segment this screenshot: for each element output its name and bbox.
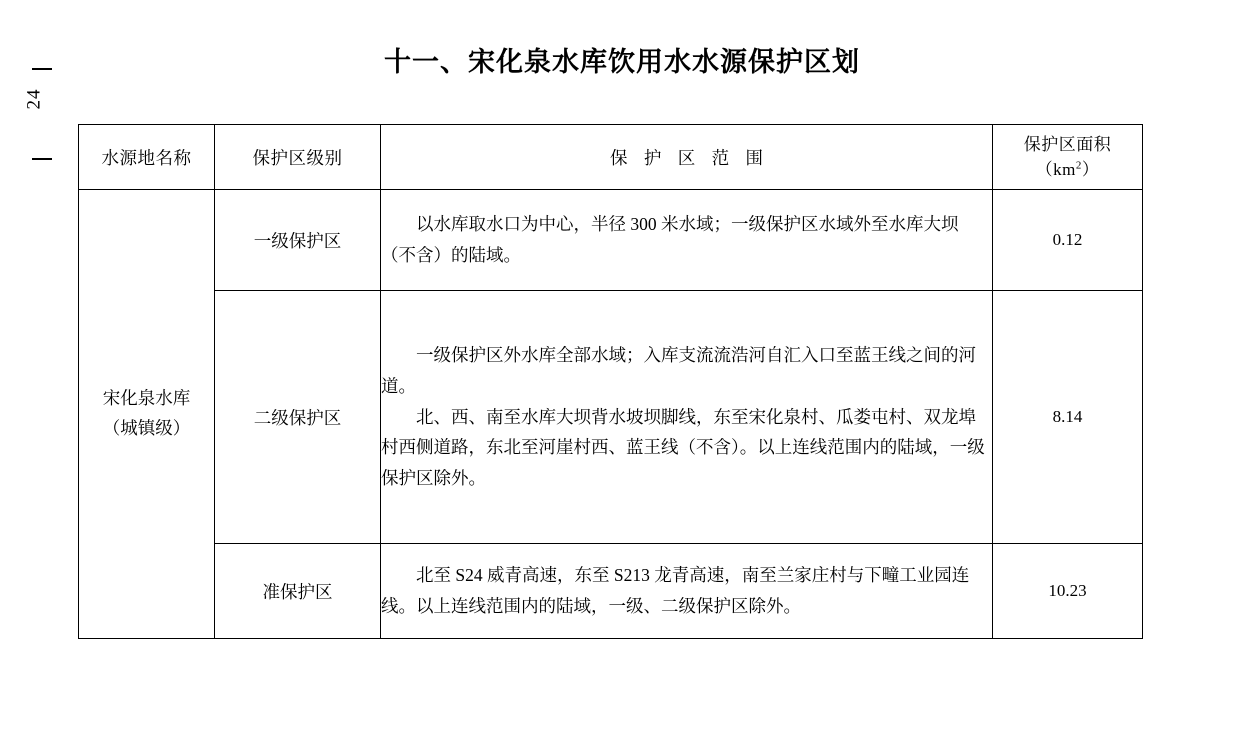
header-area-unit-prefix: （km — [1035, 160, 1076, 179]
header-zone-area-line1: 保护区面积 — [1023, 134, 1112, 154]
cell-source-name — [79, 190, 215, 639]
table-row — [79, 291, 1143, 544]
page-marker-dash-bottom — [32, 158, 52, 160]
cell-zone-range-1 — [381, 190, 993, 291]
table-row — [79, 544, 1143, 639]
page-title: 十一、宋化泉水库饮用水水源保护区划 — [384, 47, 860, 78]
protection-zone-table — [78, 124, 1143, 639]
source-name-line2: （城镇级） — [102, 418, 191, 438]
cell-zone-level-3: 准保护区 — [215, 544, 381, 639]
header-zone-area-line2 — [993, 157, 1142, 183]
header-zone-range-label: 保 护 区 范 围 — [610, 147, 769, 168]
table-row — [79, 190, 1143, 291]
cell-zone-range-2 — [381, 291, 993, 544]
header-zone-range — [381, 125, 993, 190]
header-zone-area — [993, 125, 1143, 190]
cell-zone-area-3: 10.23 — [993, 544, 1143, 639]
range-paragraph: 北至 S24 威青高速，东至 S213 龙青高速，南至兰家庄村与下疃工业园连线。以上连线范围内的陆域，一级、二级保护区除外。 — [381, 565, 970, 616]
header-area-unit-suffix: ） — [1081, 160, 1100, 179]
range-paragraph: 以水库取水口为中心，半径 300 米水域；一级保护区水域外至水库大坝（不含）的陆域。 — [381, 214, 959, 265]
header-zone-level: 保护区级别 — [215, 125, 381, 190]
cell-zone-area-2: 8.14 — [993, 291, 1143, 544]
cell-zone-level-2: 二级保护区 — [215, 291, 381, 544]
cell-zone-level-1: 一级保护区 — [215, 190, 381, 291]
header-area-unit-sup: 2 — [1075, 159, 1082, 172]
table-header-row — [79, 125, 1143, 190]
header-source-name: 水源地名称 — [79, 125, 215, 190]
cell-zone-range-3 — [381, 544, 993, 639]
cell-zone-area-1: 0.12 — [993, 190, 1143, 291]
range-paragraph: 北、西、南至水库大坝背水坡坝脚线，东至宋化泉村、瓜娄屯村、双龙埠村西侧道路，东北至河崖村西、蓝王线（不含）。以上连线范围内的陆域，一级保护区除外。 — [381, 406, 985, 488]
range-paragraph: 一级保护区外水库全部水域；入库支流流浩河自汇入口至蓝王线之间的河道。 — [381, 345, 976, 397]
protection-zone-table-container — [78, 124, 1142, 639]
page-number: 24 — [23, 88, 45, 110]
source-name-line1: 宋化泉水库 — [102, 388, 191, 409]
